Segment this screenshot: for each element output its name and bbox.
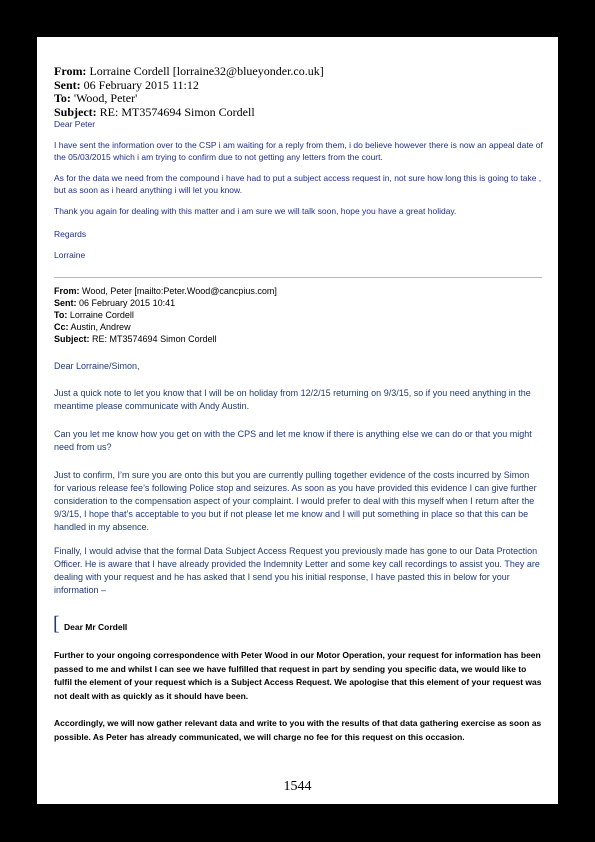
email2-paragraph-4: Finally, I would advise that the formal Data Subject Access Request you previously made has gone to our Data Protection Officer. He is aware that I have already provided the Indemnity Letter and some key call recordings to assist you. They are dealing with your request and he has asked that I send you his initial response, I have pasted this in below for your information – bbox=[54, 546, 540, 595]
email2-subject: Subject: RE: MT3574694 Simon Cordell bbox=[54, 334, 217, 344]
email1-signature: Lorraine bbox=[54, 250, 86, 260]
email1-paragraph-1: I have sent the information over to the CSP i am waiting for a reply from them, i do believe however there is now an appeal date of the 05/03/2015 which i am trying to confirm due to not getting any letters from the court. bbox=[54, 140, 543, 162]
email2-greeting: Dear Lorraine/Simon, bbox=[54, 361, 140, 371]
email1-greeting: Dear Peter bbox=[54, 119, 96, 129]
quote-bracket: [ bbox=[53, 613, 60, 635]
email1-paragraph-3: Thank you again for dealing with this matter and i am sure we will talk soon, hope you have a great holiday. bbox=[54, 206, 457, 216]
email2-paragraph-2: Can you let me know how you get on with the CPS and let me know if there is anything else we can do or that you might need from us? bbox=[54, 429, 532, 452]
quoted-paragraph-1: Further to your ongoing correspondence with Peter Wood in our Motor Operation, your request for information has been passed to me and whilst I can see we have fulfilled that request in part by sending you specific data, we would like to fulfil the element of your request which is a Subject Access Request. We apologise that this element of your request was not dealt with as quickly as it should have been. bbox=[54, 650, 542, 701]
page-number: 1544 bbox=[283, 779, 312, 794]
email2-from: From: Wood, Peter [mailto:Peter.Wood@cancpius.com] bbox=[54, 286, 277, 296]
email2-to: To: Lorraine Cordell bbox=[54, 310, 134, 320]
quoted-paragraph-2: Accordingly, we will now gather relevant data and write to you with the results of that data gathering exercise as soon as possible. As Peter has already communicated, we will charge no fee for this request on this occasion. bbox=[54, 718, 542, 742]
quoted-greeting: Dear Mr Cordell bbox=[64, 622, 128, 632]
email2-paragraph-3: Just to confirm, I’m sure you are onto this but you are currently pulling together evidence of the costs incurred by Simon for various release fee’s following Police stop and seizures. As soon as you have provided this evidence I can give further consideration to the compensation aspect of your complaint. I would prefer to deal with this myself when I return after the 9/3/15, I hope that’s acceptable to you but if not please let me know and I will put something in place so that this can be handled in my absence. bbox=[54, 470, 537, 532]
email1-paragraph-2: As for the data we need from the compound i have had to put a subject access request in, not sure how long this is going to take , but as soon as i heard anything i will let you know. bbox=[54, 173, 542, 195]
email1-to: To: 'Wood, Peter' bbox=[54, 91, 138, 105]
email2-sent: Sent: 06 February 2015 10:41 bbox=[54, 298, 176, 308]
email2-cc: Cc: Austin, Andrew bbox=[54, 322, 131, 332]
email-divider bbox=[54, 277, 542, 278]
email2-header bbox=[54, 285, 544, 345]
email1-from: From: Lorraine Cordell [lorraine32@blueyonder.co.uk] bbox=[54, 64, 324, 78]
email1-closing: Regards bbox=[54, 229, 87, 239]
email2-paragraph-1: Just a quick note to let you know that I will be on holiday from 12/2/15 returning on 9/3/15, so if you need anything in the meantime please communicate with Andy Austin. bbox=[54, 388, 531, 411]
email1-subject: Subject: RE: MT3574694 Simon Cordell bbox=[54, 104, 255, 119]
email1-header bbox=[54, 65, 544, 119]
document-page bbox=[37, 37, 558, 804]
email1-sent: Sent: 06 February 2015 11:12 bbox=[54, 77, 199, 92]
